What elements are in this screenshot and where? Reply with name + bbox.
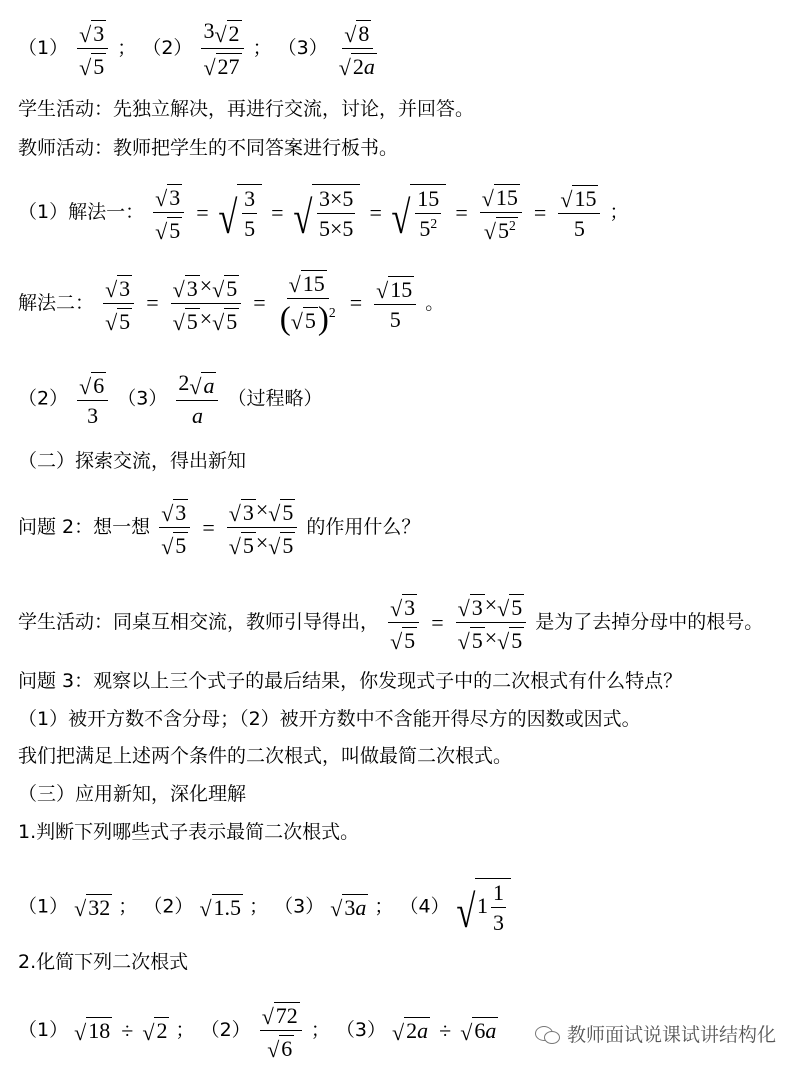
exercise-two-items: （1） √ 18 ÷ √ 2 ； （2） √ 72 √ 6 ； （3） √ 2a ÷ √ 6a: [18, 1000, 498, 1061]
fraction-sqrt3-over-sqrt5: √ 3 √ 5: [77, 18, 108, 79]
section-two-heading: （二）探索交流，得出新知: [18, 450, 247, 472]
fraction-sqrt8-over-sqrt2a: √ 8 √ 2a: [337, 18, 379, 79]
question-three-text: 问题 3：观察以上三个式子的最后结果，你发现式子中的二次根式有什么特点？: [18, 670, 683, 692]
m1-step6: √ 15 5: [558, 183, 600, 241]
answer-2: √ 6 3: [77, 370, 108, 428]
m2-step3: √ 15 ( √ 5 )$^2$: [278, 268, 338, 339]
m2-step2: √ 3 × √ 5 √ 5 × √ 5: [171, 273, 242, 334]
conditions-text: （1）被开方数不含分母；（2）被开方数中不含能开得尽方的因数或因式。: [18, 708, 641, 730]
fraction-3sqrt2-over-sqrt27: 3 √ 2 √ 27: [201, 18, 243, 79]
item-number: （1）: [18, 37, 69, 60]
teacher-activity-text: 教师活动：教师把学生的不同答案进行板书。: [18, 137, 399, 159]
m1-step1: √ 3 √ 5: [153, 182, 184, 243]
m1-step2: √ $\frac{3}{5}$: [218, 184, 262, 242]
wechat-icon: [535, 1024, 561, 1044]
m2-step1: √ 3 √ 5: [103, 273, 134, 334]
exercise-two-title: 2.化简下列二次根式: [18, 951, 189, 973]
answer-3: 2 √ a a: [176, 370, 218, 428]
exercise-one-items: （1） √ 32 ； （2） √ 1.5 ； （3） √ 3a ； （4） √ 1 $\frac{1}{3}$: [18, 878, 511, 936]
student-activity-two-line: 学生活动：同桌互相交流，教师引导得出， √ 3 √ 5 = √ 3 × √ 5 √ 5 × √ 5 是为了去掉分母中的根号。: [18, 592, 764, 655]
question-two-line: 问题 2：想一想 √ 3 √ 5 = √ 3 × √ 5 √ 5 × √ 5 的作用什么？: [18, 497, 421, 560]
method-one-line: （1）解法一： √ 3 √ 5 = √ $\frac{3}{5}$ = √ $\frac{3\times 5}{5\times 5}$ = √ $\frac{15}{5^2}$ = √ 15 √ $5^2$ = √ 15 5 ；: [18, 182, 629, 243]
exercise-one-title: 1.判断下列哪些式子表示最简二次根式。: [18, 821, 360, 843]
watermark: [535, 1020, 776, 1047]
m1-step3: √ $\frac{3\times 5}{5\times 5}$: [293, 184, 361, 242]
definition-text: 我们把满足上述两个条件的二次根式，叫做最简二次根式。: [18, 745, 513, 767]
problem-expressions-line: （1） √ 3 √ 5 ； （2） 3 √ 2 √ 27 ； （3） √ 8 √ 2a: [18, 18, 382, 79]
m1-step4: √ $\frac{15}{5^2}$: [391, 184, 446, 242]
watermark-text: 教师面试说课试讲结构化: [566, 1024, 776, 1046]
section-three-heading: （三）应用新知，深化理解: [18, 783, 247, 805]
answers-line: （2） √ 6 3 （3） 2 √ a a （过程略）: [18, 370, 323, 429]
method-two-line: 解法二： √ 3 √ 5 = √ 3 × √ 5 √ 5 × √ 5 = √ 15 ( √ 5 )$^2$ = √ 15 5 。: [18, 268, 444, 339]
m1-step5: √ 15 √ $5^2$: [480, 182, 522, 243]
m2-step4: √ 15 5: [374, 274, 416, 332]
student-activity-text: 学生活动：先独立解决，再进行交流，讨论，并回答。: [18, 98, 475, 120]
